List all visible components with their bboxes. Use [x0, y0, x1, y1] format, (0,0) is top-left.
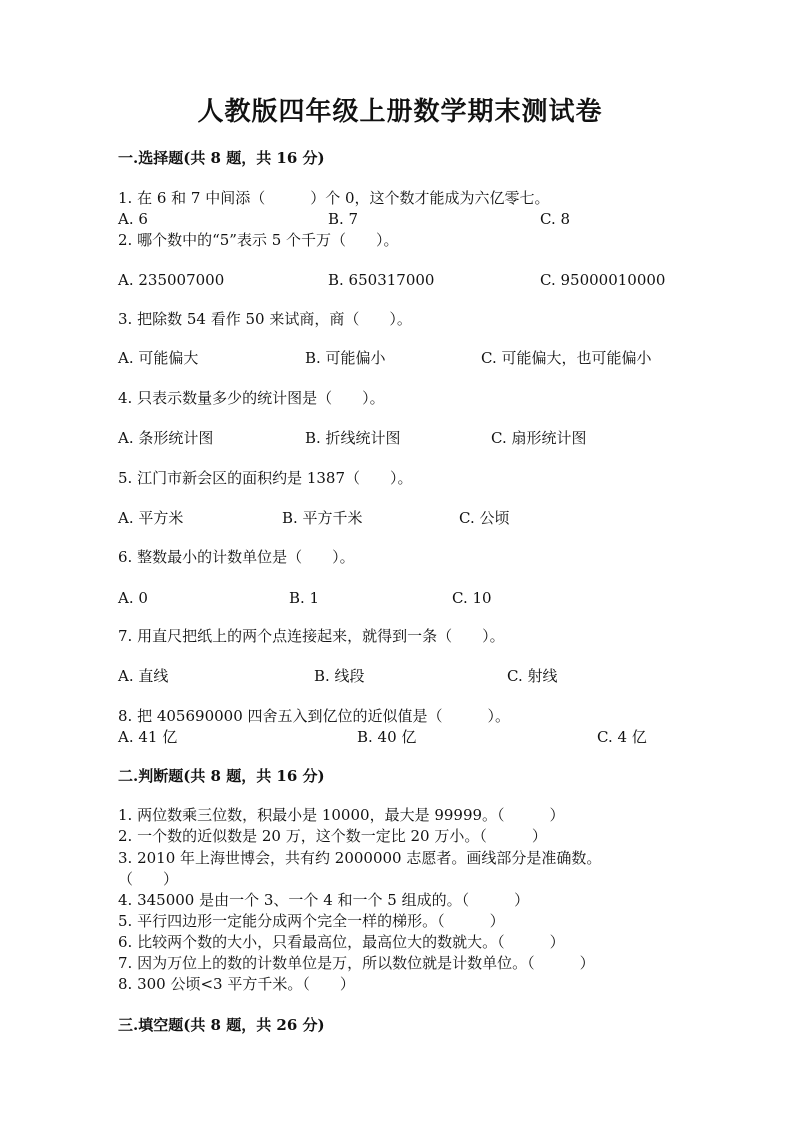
option-b: B. 650317000: [328, 271, 435, 289]
option-a: A. 直线: [118, 667, 169, 685]
question-text: 7. 用直尺把纸上的两个点连接起来，就得到一条（ ）。: [118, 627, 505, 645]
judgment-line: 2. 一个数的近似数是 20 万，这个数一定比 20 万小。（ ）: [118, 827, 547, 845]
judgment-line: 3. 2010 年上海世博会，共有约 2000000 志愿者。画线部分是准确数。: [118, 849, 602, 867]
page-title: 人教版四年级上册数学期末测试卷: [197, 97, 603, 127]
option-b: B. 1: [289, 589, 320, 607]
section-heading-judgment: 二.判断题(共 8 题，共 16 分): [118, 767, 325, 785]
judgment-line: 7. 因为万位上的数的计数单位是万，所以数位就是计数单位。（ ）: [118, 954, 595, 972]
option-a: A. 条形统计图: [118, 429, 214, 447]
question-text: 3. 把除数 54 看作 50 来试商，商（ ）。: [118, 310, 412, 328]
option-c: C. 扇形统计图: [491, 429, 587, 447]
question-text: 6. 整数最小的计数单位是（ ）。: [118, 548, 355, 566]
option-a: A. 6: [118, 210, 148, 228]
question-text: 8. 把 405690000 四舍五入到亿位的近似值是（ ）。: [118, 707, 511, 725]
option-b: B. 7: [328, 210, 359, 228]
option-b: B. 线段: [314, 667, 365, 685]
judgment-line: 5. 平行四边形一定能分成两个完全一样的梯形。（ ）: [118, 912, 505, 930]
option-b: B. 折线统计图: [305, 429, 401, 447]
option-a: A. 235007000: [118, 271, 225, 289]
question-text: 4. 只表示数量多少的统计图是（ ）。: [118, 389, 385, 407]
question-text: 2. 哪个数中的“5”表示 5 个千万（ ）。: [118, 231, 399, 249]
option-b: B. 平方千米: [282, 509, 363, 527]
judgment-line: 6. 比较两个数的大小，只看最高位，最高位大的数就大。（ ）: [118, 933, 565, 951]
option-a: A. 可能偏大: [118, 349, 199, 367]
option-a: A. 平方米: [118, 509, 184, 527]
option-c: C. 95000010000: [540, 271, 666, 289]
option-c: C. 8: [540, 210, 571, 228]
option-a: A. 41 亿: [118, 728, 178, 746]
option-c: C. 10: [452, 589, 492, 607]
option-c: C. 射线: [507, 667, 558, 685]
option-c: C. 公顷: [459, 509, 510, 527]
question-text: 1. 在 6 和 7 中间添（ ）个 0，这个数才能成为六亿零七。: [118, 189, 550, 207]
judgment-line: 8. 300 公顷<3 平方千米。（ ）: [118, 975, 355, 993]
section-heading-choice: 一.选择题(共 8 题，共 16 分): [118, 149, 325, 167]
option-c: C. 可能偏大，也可能偏小: [481, 349, 652, 367]
judgment-line: 4. 345000 是由一个 3、一个 4 和一个 5 组成的。（ ）: [118, 891, 530, 909]
option-b: B. 可能偏小: [305, 349, 386, 367]
section-heading-fill: 三.填空题(共 8 题，共 26 分): [118, 1016, 325, 1034]
judgment-line: 1. 两位数乘三位数，积最小是 10000，最大是 99999。（ ）: [118, 806, 565, 824]
option-c: C. 4 亿: [597, 728, 647, 746]
judgment-line: （ ）: [118, 870, 179, 888]
option-b: B. 40 亿: [357, 728, 417, 746]
question-text: 5. 江门市新会区的面积约是 1387（ ）。: [118, 469, 413, 487]
option-a: A. 0: [118, 589, 148, 607]
